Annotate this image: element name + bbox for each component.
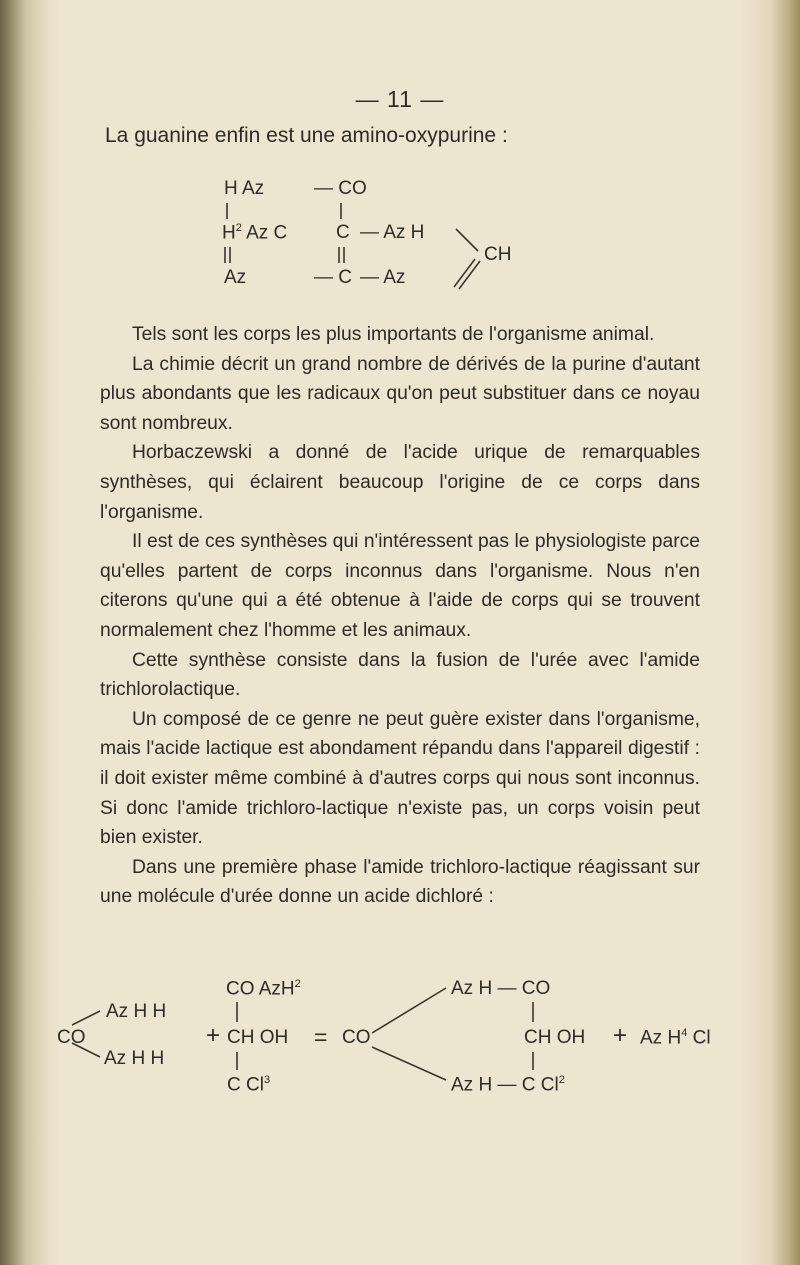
paragraph: Il est de ces synthèses qui n'intéressent pas le physiologiste parce qu'elles partent de corps inconnus dans l'organisme. Nous n'en citerons qu'une qui a été obtenue à l'aide de corps qui se trouvent normalement chez l'homme et les animaux. [100, 531, 700, 641]
single-bond [456, 229, 478, 251]
paragraph: Un composé de ce genre ne peut guère exister dans l'organisme, mais l'acide lactique est abondament répandu dans l'appareil digestif : il doit exister même combiné à d'autres corps qui nous sont inconnus. Si donc l'amide trichloro-lactique n'existe pas, un corps voisin peut bien exister. [100, 708, 700, 849]
formula-text: C [336, 222, 350, 243]
formula-text: CO AzH$^2$ [226, 978, 301, 1000]
formula-text: C Cl$^3$ [227, 1074, 271, 1096]
formula-text: — Az [360, 267, 406, 288]
formula-text: Az H H [106, 1001, 167, 1022]
intro-line: La guanine enfin est une amino-oxypurine : [105, 124, 508, 147]
formula-text: CH OH [524, 1027, 586, 1048]
page-number: — 11 — [355, 86, 445, 112]
formula-text: Az H — CO [451, 978, 551, 999]
formula-text: H Az [224, 178, 265, 199]
formula-text: CH [484, 244, 512, 265]
formula-text: — Az H [360, 222, 425, 243]
paragraph: Horbaczewski a donné de l'acide urique de remarquables synthèses, qui éclairent beaucoup l'origine de ce corps dans l'organisme. [100, 442, 700, 523]
paragraph: Cette synthèse consiste dans la fusion de l'urée avec l'amide trichlorolactique. [100, 649, 700, 701]
paragraph: La chimie décrit un grand nombre de dérivés de la purine d'autant plus abondants que les radicaux qu'on peut substituer dans ce noyau sont nombreux. [100, 353, 700, 434]
equals-sign: = [314, 1024, 328, 1050]
formula-text: CH OH [227, 1027, 289, 1048]
paragraph: Dans une première phase l'amide trichloro-lactique réagissant sur une molécule d'urée donne un acide dichloré : [100, 856, 700, 908]
plus-sign: + [613, 1022, 628, 1049]
plus-sign: + [206, 1022, 221, 1049]
formula-text: CO [57, 1027, 86, 1048]
formula-text: — C [314, 267, 352, 288]
single-bond [72, 1011, 100, 1025]
formula-text: CO [342, 1027, 371, 1048]
formula-text: $H^2$ Az C [222, 222, 288, 244]
single-bond [372, 988, 446, 1033]
formula-text: Az [224, 267, 247, 288]
formula-text: Az H — C Cl$^2$ [451, 1074, 565, 1096]
formula-text: — CO [314, 178, 367, 199]
paragraph: Tels sont les corps les plus importants de l'organisme animal. [132, 324, 655, 345]
formula-text: Az H H [104, 1048, 165, 1069]
single-bond [372, 1047, 446, 1080]
single-bond [72, 1043, 100, 1057]
formula-text: Az $H^4$ Cl [640, 1027, 711, 1049]
